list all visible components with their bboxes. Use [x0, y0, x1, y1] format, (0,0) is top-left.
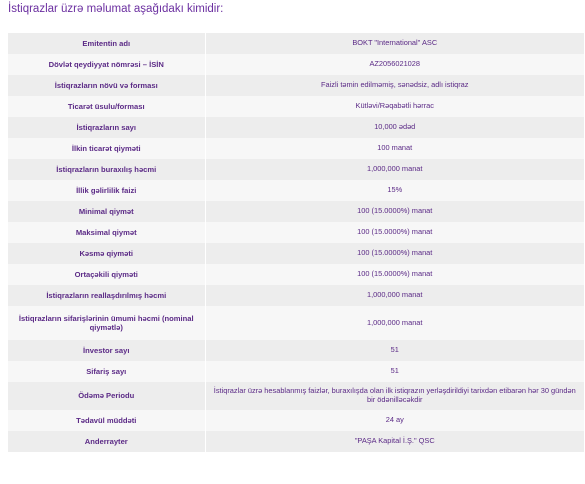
- table-row: [8, 410, 584, 431]
- row-value-weighted-price: 100 (15.0000%) manat: [205, 264, 584, 285]
- row-value-min-price: 100 (15.0000%) manat: [205, 201, 584, 222]
- row-value-circulation-term: 24 ay: [205, 410, 584, 431]
- row-value-underwriter: "PAŞA Kapital İ.Ş." QSC: [205, 431, 584, 452]
- table-row: [8, 243, 584, 264]
- row-value-issuer: BOKT "International" ASC: [205, 33, 584, 54]
- row-label-annual-yield: İllik gəlirlilik faizi: [8, 180, 205, 201]
- row-label-issuer: Emitentin adı: [8, 33, 205, 54]
- row-label-min-price: Minimal qiymət: [8, 201, 205, 222]
- row-value-annual-yield: 15%: [205, 180, 584, 201]
- table-row: [8, 96, 584, 117]
- row-label-isin: Dövlət qeydiyyat nömrəsi – İSİN: [8, 54, 205, 75]
- table-row: [8, 340, 584, 361]
- row-value-bond-count: 10,000 ədəd: [205, 117, 584, 138]
- section-intro: İstiqrazlar üzrə məlumat aşağıdakı kimidir:: [8, 3, 224, 15]
- row-label-trade-method: Ticarət üsulu/forması: [8, 96, 205, 117]
- table-row: [8, 180, 584, 201]
- row-label-realized-volume: İstiqrazların reallaşdırılmış həcmi: [8, 285, 205, 306]
- row-label-weighted-price: Ortaçəkili qiyməti: [8, 264, 205, 285]
- row-label-initial-price: İlkin ticarət qiyməti: [8, 138, 205, 159]
- table-row: [8, 33, 584, 54]
- row-value-max-price: 100 (15.0000%) manat: [205, 222, 584, 243]
- table-row: [8, 201, 584, 222]
- table-row: [8, 264, 584, 285]
- row-value-investor-count: 51: [205, 340, 584, 361]
- table-row: [8, 382, 584, 410]
- table-row: [8, 431, 584, 452]
- row-label-circulation-term: Tədavül müddəti: [8, 410, 205, 431]
- row-label-underwriter: Anderrayter: [8, 431, 205, 452]
- row-value-realized-volume: 1,000,000 manat: [205, 285, 584, 306]
- row-label-orders-volume: İstiqrazların sifarişlərinin ümumi həcmi (nominal qiymətlə): [8, 306, 205, 340]
- row-label-bond-count: İstiqrazların sayı: [8, 117, 205, 138]
- row-label-order-count: Sifariş sayı: [8, 361, 205, 382]
- table-row: [8, 285, 584, 306]
- row-label-max-price: Maksimal qiymət: [8, 222, 205, 243]
- bond-info-table: [8, 33, 584, 452]
- table-row: [8, 159, 584, 180]
- row-value-trade-method: Kütləvi/Rəqabətli hərrac: [205, 96, 584, 117]
- row-value-initial-price: 100 manat: [205, 138, 584, 159]
- table-row: [8, 75, 584, 96]
- row-value-bond-type: Faizli təmin edilməmiş, sənədsiz, adlı istiqraz: [205, 75, 584, 96]
- row-value-order-count: 51: [205, 361, 584, 382]
- row-label-investor-count: İnvestor sayı: [8, 340, 205, 361]
- table-row: [8, 361, 584, 382]
- row-value-orders-volume: 1,000,000 manat: [205, 306, 584, 340]
- row-label-issue-volume: İstiqrazların buraxılış həcmi: [8, 159, 205, 180]
- row-value-issue-volume: 1,000,000 manat: [205, 159, 584, 180]
- row-label-bond-type: İstiqrazların növü və forması: [8, 75, 205, 96]
- row-value-cutoff-price: 100 (15.0000%) manat: [205, 243, 584, 264]
- table-row: [8, 54, 584, 75]
- row-value-isin: AZ2056021028: [205, 54, 584, 75]
- row-value-payment-period: İstiqrazlar üzrə hesablanmış faizlər, buraxılışda olan ilk istiqrazın yerləşdirildiyi tarixdən etibarən hər 30 gündən bir ödənilləcəkdir: [205, 382, 584, 410]
- table-row: [8, 117, 584, 138]
- table-row: [8, 306, 584, 340]
- row-label-cutoff-price: Kəsmə qiyməti: [8, 243, 205, 264]
- table-row: [8, 222, 584, 243]
- row-label-payment-period: Ödəmə Periodu: [8, 382, 205, 410]
- table-row: [8, 138, 584, 159]
